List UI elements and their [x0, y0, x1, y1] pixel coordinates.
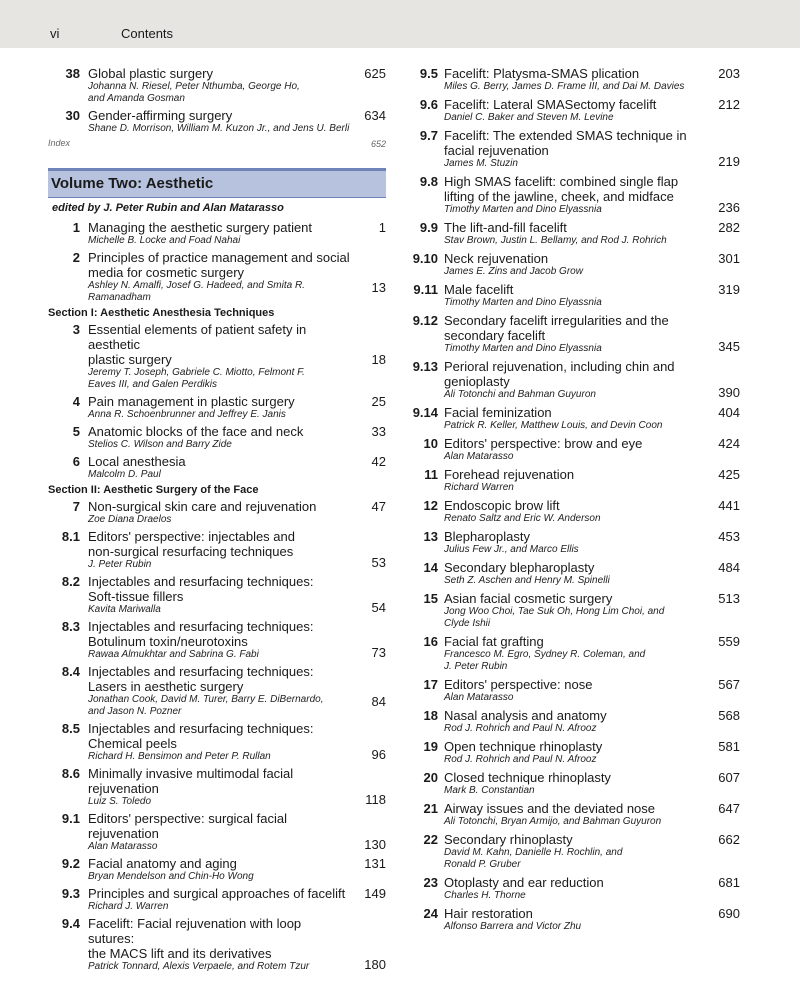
chapter-number: 19 [423, 739, 438, 754]
chapter-number: 7 [72, 499, 80, 514]
chapter-authors: Ali Totonchi, Bryan Armijo, and Bahman Guyuron [444, 816, 662, 827]
toc-entry[interactable] [410, 251, 740, 278]
chapter-authors: Luiz S. Toledo [88, 796, 152, 807]
page-number: vi [50, 26, 60, 41]
toc-entry[interactable] [410, 436, 740, 463]
chapter-title: Airway issues and the deviated nose [444, 801, 656, 816]
chapter-authors: Renato Saltz and Eric W. Anderson [444, 513, 601, 524]
chapter-title: Non-surgical skin care and rejuvenation [88, 499, 317, 514]
toc-entry[interactable] [48, 766, 386, 808]
chapter-number: 18 [423, 708, 438, 723]
chapter-authors: Jong Woo Choi, Tae Suk Oh, Hong Lim Choi, and Clyde Ishii [444, 606, 665, 629]
chapter-number: 9.7 [419, 128, 438, 143]
chapter-title: Forehead rejuvenation [444, 467, 575, 482]
chapter-authors: Julius Few Jr., and Marco Ellis [444, 544, 579, 555]
toc-entry[interactable] [410, 313, 740, 355]
toc-entry[interactable] [410, 359, 740, 401]
toc-entry[interactable] [48, 322, 386, 391]
chapter-title: Injectables and resurfacing techniques: Chemical peels [88, 721, 314, 751]
toc-entry[interactable] [410, 128, 740, 170]
page-ref: 607 [718, 770, 740, 785]
volume-two-left-list [48, 220, 386, 973]
chapter-authors: Richard H. Bensimon and Peter P. Rullan [88, 751, 271, 762]
page-ref: 149 [364, 886, 386, 901]
chapter-authors: Miles G. Berry, James D. Frame III, and Dai M. Davies [444, 81, 685, 92]
toc-entry[interactable] [48, 916, 386, 973]
page-ref: 559 [718, 634, 740, 649]
chapter-title: Nasal analysis and anatomy [444, 708, 607, 723]
page-ref: 42 [371, 454, 386, 469]
page-ref: 484 [718, 560, 740, 575]
chapter-title: Facial fat grafting [444, 634, 544, 649]
toc-entry[interactable] [410, 739, 740, 766]
chapter-number: 9.11 [413, 282, 438, 297]
toc-entry[interactable] [410, 66, 740, 93]
chapter-title: Editors' perspective: injectables and non-surgical resurfacing techniques [88, 529, 295, 559]
page-ref: 54 [371, 600, 386, 615]
chapter-title: Endoscopic brow lift [444, 498, 560, 513]
chapter-authors: Francesco M. Egro, Sydney R. Coleman, and J. Peter Rubin [444, 649, 646, 672]
chapter-authors: Mark B. Constantian [444, 785, 535, 796]
chapter-authors: Rod J. Rohrich and Paul N. Afrooz [444, 754, 597, 765]
section-heading: Section I: Aesthetic Anesthesia Techniques [48, 307, 275, 319]
chapter-authors: Jonathan Cook, David M. Turer, Barry E. DiBernardo, and Jason N. Pozner [88, 694, 324, 717]
chapter-authors: Malcolm D. Paul [88, 469, 161, 480]
chapter-authors: Johanna N. Riesel, Peter Nthumba, George Ho, and Amanda Gosman [88, 81, 300, 104]
chapter-title: Injectables and resurfacing techniques: Soft-tissue fillers [88, 574, 314, 604]
left-column [48, 66, 386, 976]
chapter-number: 20 [423, 770, 438, 785]
chapter-title: Blepharoplasty [444, 529, 530, 544]
toc-entry[interactable] [48, 250, 386, 304]
page-ref: 212 [718, 97, 740, 112]
page-ref: 73 [371, 645, 386, 660]
chapter-authors: Stav Brown, Justin L. Bellamy, and Rod J. Rohrich [444, 235, 667, 246]
chapter-title: Minimally invasive multimodal facial rejuvenation [88, 766, 294, 796]
chapter-title: Editors' perspective: brow and eye [444, 436, 643, 451]
chapter-number: 8.4 [61, 664, 80, 679]
page-ref: 581 [718, 739, 740, 754]
chapter-authors: Ashley N. Amalfi, Josef G. Hadeed, and Smita R. Ramanadham [88, 280, 305, 303]
page-ref: 441 [718, 498, 740, 513]
chapter-title: High SMAS facelift: combined single flap lifting of the jawline, cheek, and midface [444, 174, 679, 204]
toc-entry[interactable] [410, 634, 740, 673]
chapter-number: 2 [72, 250, 80, 265]
page-ref: 345 [718, 339, 740, 354]
page-ref: 513 [718, 591, 740, 606]
chapter-title: Closed technique rhinoplasty [444, 770, 611, 785]
chapter-authors: Zoe Diana Draelos [88, 514, 172, 525]
chapter-number: 21 [423, 801, 438, 816]
chapter-title: Secondary rhinoplasty [444, 832, 573, 847]
chapter-title: Editors' perspective: nose [444, 677, 593, 692]
page-ref: 681 [718, 875, 740, 890]
chapter-title: Facelift: Platysma-SMAS plication [444, 66, 640, 81]
chapter-number: 8.3 [61, 619, 80, 634]
page-ref: 18 [371, 352, 386, 367]
toc-entry[interactable] [410, 220, 740, 247]
toc-entry[interactable] [48, 856, 386, 883]
chapter-number: 4 [72, 394, 80, 409]
chapter-number: 9.14 [412, 405, 438, 420]
toc-entry[interactable] [48, 108, 386, 135]
chapter-authors: Anna R. Schoenbrunner and Jeffrey E. Janis [88, 409, 286, 420]
chapter-authors: Patrick R. Keller, Matthew Louis, and Devin Coon [444, 420, 663, 431]
page-ref: 647 [718, 801, 740, 816]
chapter-number: 10 [423, 436, 438, 451]
chapter-authors: Richard Warren [444, 482, 514, 493]
toc-entry[interactable] [410, 529, 740, 556]
chapter-authors: Alan Matarasso [444, 692, 514, 703]
toc-entry[interactable] [48, 574, 386, 616]
chapter-number: 9.3 [61, 886, 80, 901]
page-ref: 118 [365, 792, 386, 807]
toc-entry[interactable] [48, 664, 386, 718]
volume-two-right-list [410, 66, 740, 933]
chapter-number: 13 [423, 529, 438, 544]
chapter-number: 9.1 [61, 811, 80, 826]
page-ref: 25 [371, 394, 386, 409]
toc-entry[interactable] [410, 467, 740, 494]
chapter-title: Facelift: Facial rejuvenation with loop sutures: the MACS lift and its derivatives [88, 916, 302, 961]
chapter-number: 8.5 [61, 721, 80, 736]
page-ref: 1 [378, 220, 386, 235]
chapter-number: 11 [424, 467, 438, 482]
chapter-title: Facelift: The extended SMAS technique in facial rejuvenation [444, 128, 687, 158]
chapter-number: 17 [423, 677, 438, 692]
chapter-title: Otoplasty and ear reduction [444, 875, 604, 890]
page-ref: 568 [718, 708, 740, 723]
toc-entry[interactable] [410, 560, 740, 587]
running-header [0, 0, 800, 48]
page-ref: 425 [718, 467, 740, 482]
toc-entry[interactable] [410, 282, 740, 309]
chapter-title: Editors' perspective: surgical facial rejuvenation [88, 811, 288, 841]
chapter-authors: Timothy Marten and Dino Elyassnia [444, 297, 602, 308]
chapter-authors: Stelios C. Wilson and Barry Zide [88, 439, 232, 450]
toc-entry[interactable] [410, 677, 740, 704]
index-label: Index [48, 138, 71, 148]
chapter-title: Secondary facelift irregularities and the secondary facelift [444, 313, 669, 343]
toc-entry[interactable] [48, 220, 386, 247]
chapter-number: 8.1 [61, 529, 80, 544]
toc-entry[interactable] [410, 832, 740, 871]
chapter-authors: Seth Z. Aschen and Henry M. Spinelli [444, 575, 610, 586]
chapter-title: Global plastic surgery [88, 66, 213, 81]
volume-one-tail [48, 66, 386, 135]
page-ref: 47 [371, 499, 386, 514]
chapter-title: Neck rejuvenation [444, 251, 549, 266]
chapter-title: Injectables and resurfacing techniques: Botulinum toxin/neurotoxins [88, 619, 314, 649]
page-ref: 236 [718, 200, 740, 215]
toc-entry[interactable] [48, 424, 386, 451]
page-ref: 424 [718, 436, 740, 451]
page-ref: 301 [718, 251, 740, 266]
chapter-number: 22 [423, 832, 438, 847]
right-column [410, 66, 740, 937]
chapter-number: 14 [423, 560, 438, 575]
chapter-number: 15 [423, 591, 438, 606]
chapter-title: Perioral rejuvenation, including chin and genioplasty [444, 359, 675, 389]
chapter-authors: Richard J. Warren [88, 901, 169, 912]
chapter-number: 9.13 [412, 359, 438, 374]
page-ref: 96 [371, 747, 386, 762]
volume-heading: Volume Two: Aesthetic [48, 168, 386, 198]
page-ref: 319 [718, 282, 740, 297]
chapter-number: 8.6 [61, 766, 80, 781]
page-ref: 219 [718, 154, 740, 169]
chapter-authors: Daniel C. Baker and Steven M. Levine [444, 112, 614, 123]
chapter-authors: Charles H. Thorne [444, 890, 526, 901]
chapter-number: 9.12 [412, 313, 438, 328]
page-ref: 84 [371, 694, 386, 709]
chapter-number: 30 [65, 108, 80, 123]
toc-entry[interactable] [410, 97, 740, 124]
toc-entry[interactable] [410, 498, 740, 525]
chapter-authors: David M. Kahn, Danielle H. Rochlin, and Ronald P. Gruber [444, 847, 623, 870]
chapter-authors: J. Peter Rubin [88, 559, 152, 570]
chapter-number: 9.6 [419, 97, 438, 112]
chapter-authors: Bryan Mendelson and Chin-Ho Wong [88, 871, 254, 882]
chapter-title: Male facelift [444, 282, 514, 297]
chapter-number: 9.2 [61, 856, 80, 871]
page-ref: 180 [364, 957, 386, 972]
toc-entry[interactable] [410, 801, 740, 828]
chapter-authors: Rawaa Almukhtar and Sabrina G. Fabi [88, 649, 259, 660]
chapter-title: Injectables and resurfacing techniques: Lasers in aesthetic surgery [88, 664, 314, 694]
chapter-title: Facial anatomy and aging [88, 856, 237, 871]
chapter-number: 12 [423, 498, 438, 513]
toc-entry[interactable] [48, 66, 386, 105]
chapter-number: 8.2 [61, 574, 80, 589]
chapter-title: Asian facial cosmetic surgery [444, 591, 613, 606]
chapter-title: The lift-and-fill facelift [444, 220, 567, 235]
chapter-authors: Kavita Mariwalla [88, 604, 161, 615]
toc-entry[interactable] [410, 875, 740, 902]
chapter-title: Anatomic blocks of the face and neck [88, 424, 304, 439]
toc-entry[interactable] [48, 886, 386, 913]
index-entry[interactable] [48, 138, 386, 152]
chapter-title: Gender-affirming surgery [88, 108, 233, 123]
toc-entry[interactable] [48, 619, 386, 661]
toc-entry[interactable] [48, 394, 386, 421]
chapter-authors: Timothy Marten and Dino Elyassnia [444, 204, 602, 215]
chapter-authors: James M. Stuzin [444, 158, 518, 169]
chapter-authors: Alan Matarasso [444, 451, 514, 462]
chapter-number: 9.9 [419, 220, 438, 235]
page-ref: 203 [718, 66, 740, 81]
chapter-number: 16 [423, 634, 438, 649]
page-ref: 634 [364, 108, 386, 123]
chapter-authors: Timothy Marten and Dino Elyassnia [444, 343, 602, 354]
chapter-authors: Patrick Tonnard, Alexis Verpaele, and Rotem Tzur [88, 961, 310, 972]
page-ref: 690 [718, 906, 740, 921]
toc-entry[interactable] [410, 708, 740, 735]
chapter-title: Secondary blepharoplasty [444, 560, 595, 575]
chapter-number: 24 [423, 906, 438, 921]
chapter-title: Facial feminization [444, 405, 552, 420]
toc-entry[interactable] [410, 405, 740, 432]
page-ref: 662 [718, 832, 740, 847]
toc-entry[interactable] [48, 721, 386, 763]
chapter-number: 3 [72, 322, 80, 337]
toc-entry[interactable] [410, 591, 740, 630]
chapter-title: Pain management in plastic surgery [88, 394, 295, 409]
chapter-title: Hair restoration [444, 906, 533, 921]
chapter-number: 5 [72, 424, 80, 439]
chapter-number: 9.4 [61, 916, 80, 931]
chapter-number: 9.10 [412, 251, 438, 266]
chapter-authors: Alan Matarasso [88, 841, 158, 852]
chapter-number: 38 [65, 66, 80, 81]
chapter-title: Open technique rhinoplasty [444, 739, 603, 754]
chapter-authors: Alfonso Barrera and Victor Zhu [444, 921, 582, 932]
chapter-title: Managing the aesthetic surgery patient [88, 220, 313, 235]
section-heading: Section II: Aesthetic Surgery of the Face [48, 484, 259, 496]
chapter-number: 9.5 [419, 66, 438, 81]
toc-entry[interactable] [48, 499, 386, 526]
chapter-authors: Jeremy T. Joseph, Gabriele C. Miotto, Felmont F. Eaves III, and Galen Perdikis [88, 367, 305, 390]
toc-entry[interactable] [48, 811, 386, 853]
chapter-title: Principles of practice management and social media for cosmetic surgery [88, 250, 350, 280]
toc-entry[interactable] [410, 174, 740, 216]
volume-editors: edited by J. Peter Rubin and Alan Matarasso [52, 202, 284, 214]
page-ref: 13 [371, 280, 386, 295]
chapter-number: 1 [72, 220, 80, 235]
page-ref: 404 [718, 405, 740, 420]
page-ref: 53 [371, 555, 386, 570]
page-ref: 33 [371, 424, 386, 439]
chapter-number: 23 [423, 875, 438, 890]
chapter-authors: Shane D. Morrison, William M. Kuzon Jr., and Jens U. Berli [88, 123, 350, 134]
index-page: 652 [370, 139, 386, 149]
toc-entry[interactable] [410, 770, 740, 797]
running-title: Contents [121, 26, 174, 41]
page-ref: 131 [364, 856, 386, 871]
toc-entry[interactable] [48, 454, 386, 481]
chapter-title: Facelift: Lateral SMASectomy facelift [444, 97, 657, 112]
page-ref: 625 [364, 66, 386, 81]
toc-entry[interactable] [410, 906, 740, 933]
chapter-authors: Ali Totonchi and Bahman Guyuron [444, 389, 596, 400]
chapter-title: Principles and surgical approaches of facelift [88, 886, 346, 901]
page-ref: 453 [718, 529, 740, 544]
chapter-authors: Rod J. Rohrich and Paul N. Afrooz [444, 723, 597, 734]
page-ref: 390 [718, 385, 740, 400]
toc-entry[interactable] [48, 529, 386, 571]
chapter-number: 6 [72, 454, 80, 469]
page-ref: 567 [718, 677, 740, 692]
page-ref: 130 [364, 837, 386, 852]
chapter-number: 9.8 [419, 174, 438, 189]
page-ref: 282 [718, 220, 740, 235]
chapter-authors: James E. Zins and Jacob Grow [444, 266, 583, 277]
chapter-authors: Michelle B. Locke and Foad Nahai [88, 235, 241, 246]
chapter-title: Essential elements of patient safety in aesthetic plastic surgery [88, 322, 307, 367]
chapter-title: Local anesthesia [88, 454, 186, 469]
